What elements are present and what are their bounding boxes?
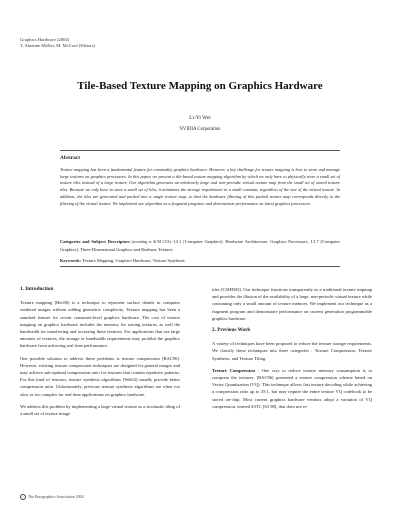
section-heading-previous-work: 2. Previous Work: [212, 327, 251, 334]
author-name: Li-Yi Wei: [189, 115, 211, 121]
left-column: [20, 286, 180, 422]
abstract-text: Texture mapping has been a fundamental feature for commodity graphics hardware. However, a key challenge for texture mapping is how to store and manage large textures on graphics processors. In this paper, we present a tile-based texture mapping algorithm by which we only have to physically store a small set of texture tiles instead of a large texture. Our algorithm generates an arbitrarily large and non-periodic virtual texture map from the small set of stored texture tiles. Because we only have to store a small set of tiles, it minimizes the storage requirement to a small constant, regardless of the size of the virtual texture. In addition, the tiles are generated and packed into a single texture map, so that the hardware filtering of this packed texture map corresponds directly to the filtering of the virtual texture. We implement our algorithm as a fragment program, and demonstrate performance on latest graphics processors.: [60, 167, 340, 206]
paragraph: We address this problem by implementing a large virtual texture as a stochastic tiling of a small set of texture image: [20, 403, 180, 417]
abstract-bottom-rule: [60, 266, 340, 267]
categories-text: I.3.1 [Computer Graphics]: Hardware Architecture: Graphics Processors, I.3.7 [Computer Graphics]: Three-Dimensional Graphics and Realism: Texture;: [60, 239, 340, 252]
paper-title: Tile-Based Texture Mapping on Graphics Hardware: [77, 80, 323, 92]
venue-name: Graphics Hardware (2004): [20, 37, 70, 42]
paragraph: [212, 367, 372, 410]
editors: T. Akenine-Möller, M. McCool (Editors): [20, 43, 96, 48]
abstract-heading: Abstract: [60, 155, 81, 161]
paragraph: A variety of techniques have been proposed to reduce the texture storage requirements. We classify these techniques into three categories : Texture Compression, Texture Synthesis, and Texture Tiling.: [212, 341, 372, 361]
keywords-label: Keywords:: [60, 258, 81, 263]
venue-header: [20, 37, 95, 49]
paragraph: tiles [CSHD03]. Our technique functions transparently as a traditional texture mipmap and provides the illusion of the availability of a large, non-periodic virtual texture while consuming only a small amount of texture memory. We implement our technique as a fragment program and demonstrate performance on current generation programmable graphics hardware.: [212, 287, 372, 321]
keywords-text: Texture Mapping, Graphics Hardware, Texture Synthesis: [82, 258, 185, 263]
keywords: [60, 257, 340, 264]
section-heading-introduction: 1. Introduction: [20, 286, 54, 292]
copyright-icon: c: [20, 494, 26, 500]
categories: [60, 238, 340, 253]
abstract-top-rule: [60, 150, 340, 151]
paragraph-lead: Texture Compression: [212, 367, 256, 373]
copyright-text: The Eurographics Association 2004.: [27, 494, 85, 499]
categories-label: Categories and Subject Descriptors: [60, 239, 130, 244]
paragraph: One possible solution to address these problems is texture compression [BAC96]. However, existing texture compression techniques are designed for general images and may achieve sub-optimal compression ratio for textures that contain repetitive patterns. For this kind of textures, texture synthesis algorithms [Wei02] usually provide better compression ratio. Unfortunately, previous texture synthesis algorithms are often too slow or too complex for real time applications on graphics hardware.: [20, 355, 180, 397]
paragraph: Texture mapping [Hec86] is a technique to represent surface details in computer rendered images without adding geometric complexity. Texture mapping has been a standard feature for recent consumer-level graphics hardware. The cost of texture mapping on graphics hardware includes the memory for storing textures, as well the bandwidth for transferring and accessing these textures. For applications that use large amounts of textures, the storage or bandwidth requirements may prohibit the graphics hardware from achieving real time performance.: [20, 300, 180, 349]
categories-note: (according to ACM CCS):: [131, 240, 172, 244]
copyright-notice: [20, 494, 85, 500]
right-column: [212, 286, 372, 415]
author-affiliation: NVIDIA Corporation: [179, 127, 221, 132]
paragraph-text: : One way to reduce texture memory consumption is to compress the textures. [BAC96] presented a texture compression scheme based on Vector Quantization (VQ). This technique allows fast texture decoding while achieving a compression ratio up to 35:1, but may require the entire texture VQ codebook to be stored on-chip. Most current graphics hardware vendors adopt a variation of VQ compression, termed S3TC [S3 98], that does not re-: [212, 367, 373, 409]
